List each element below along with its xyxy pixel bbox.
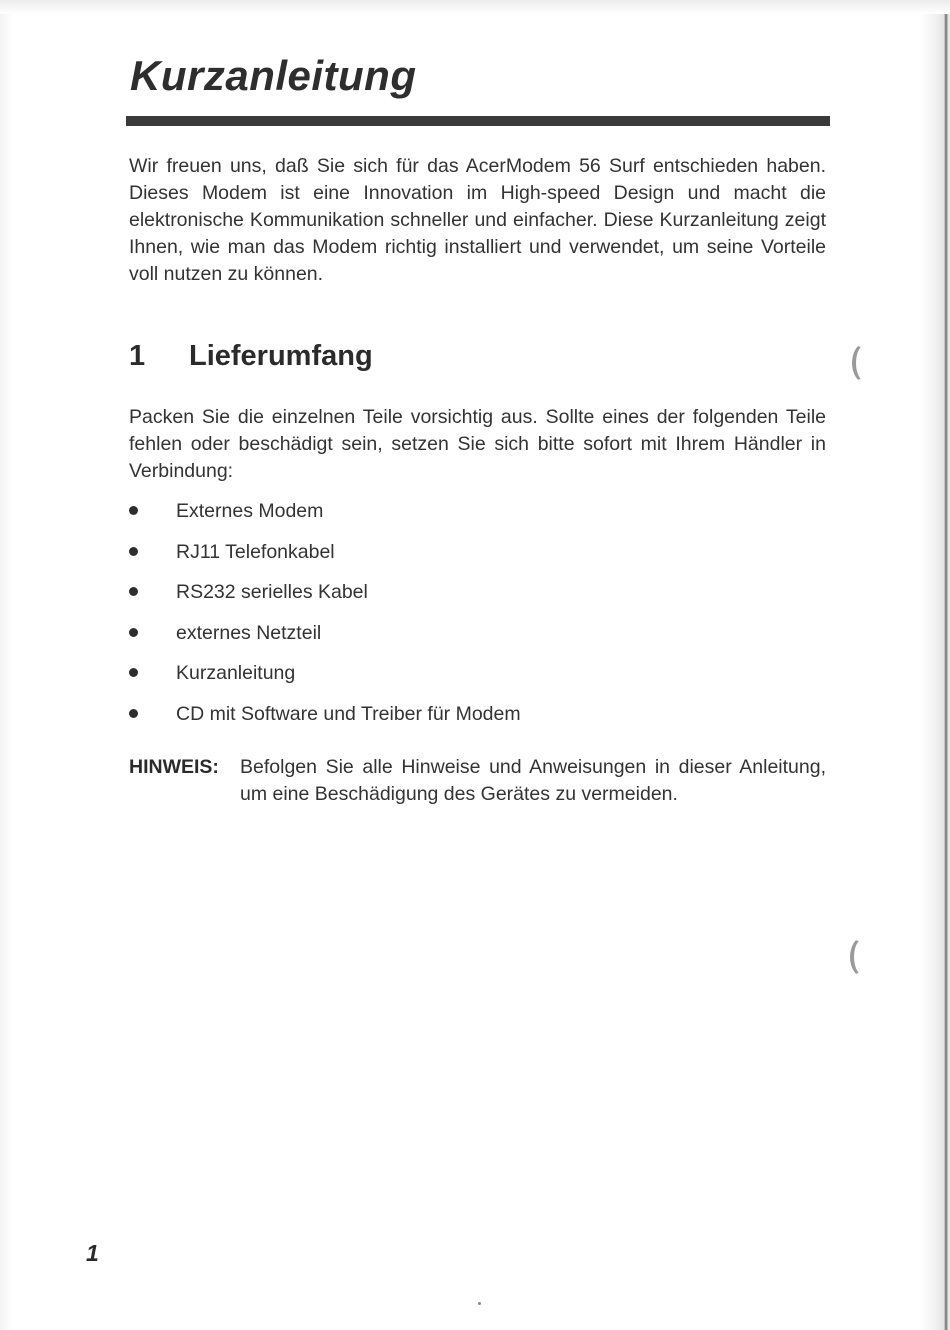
list-item-text: externes Netzteil	[176, 621, 322, 644]
binder-hole-mark	[852, 343, 878, 383]
section-title: Lieferumfang	[189, 340, 373, 372]
list-item	[129, 619, 829, 660]
list-item-text: CD mit Software und Treiber für Modem	[176, 702, 521, 725]
list-item-text: RJ11 Telefonkabel	[176, 540, 335, 563]
bullet-icon	[129, 587, 138, 596]
binder-hole-mark	[850, 937, 876, 977]
list-item	[129, 538, 829, 579]
list-item-text: RS232 serielles Kabel	[176, 581, 368, 603]
page-number: 1	[86, 1240, 99, 1266]
section-heading	[129, 340, 373, 373]
section-paragraph: Packen Sie die einzelnen Teile vorsichtig aus. Sollte eines der folgenden Teile fehlen oder beschädigt sein, setzen Sie sich bitte sofort mit Ihrem Händler in Verbindung:	[129, 406, 826, 482]
note-text: Befolgen Sie alle Hinweise und Anweisungen in dieser Anleitung, um eine Beschädigung des Gerätes zu vermeiden.	[240, 756, 826, 805]
list-item-text: Externes Modem	[176, 500, 324, 522]
title-underline-rule	[126, 116, 830, 126]
list-item	[129, 659, 829, 700]
page-top-shadow	[0, 0, 950, 14]
page-title: Kurzanleitung	[130, 52, 417, 99]
bullet-icon	[129, 668, 138, 677]
intro-paragraph: Wir freuen uns, daß Sie sich für das AcerModem 56 Surf entschieden haben. Dieses Modem ist eine Innovation im High-speed Design und macht die elektronische Kommunikation schneller und einfacher. Diese Kurzanleitung zeigt Ihnen, wie man das Modem richtig installiert und verwendet, um seine Vorteile voll nutzen zu können.	[129, 155, 826, 285]
bullet-icon	[129, 628, 138, 637]
list-item	[129, 578, 829, 619]
note-label: HINWEIS:	[129, 756, 219, 778]
list-item	[129, 497, 829, 538]
bullet-icon	[129, 709, 138, 718]
package-contents-list	[129, 497, 829, 740]
list-item-text: Kurzanleitung	[176, 662, 296, 684]
bullet-icon	[129, 506, 138, 515]
bullet-icon	[129, 547, 138, 556]
section-number: 1	[129, 340, 146, 372]
paper-speck	[478, 1302, 481, 1305]
list-item	[129, 700, 829, 741]
